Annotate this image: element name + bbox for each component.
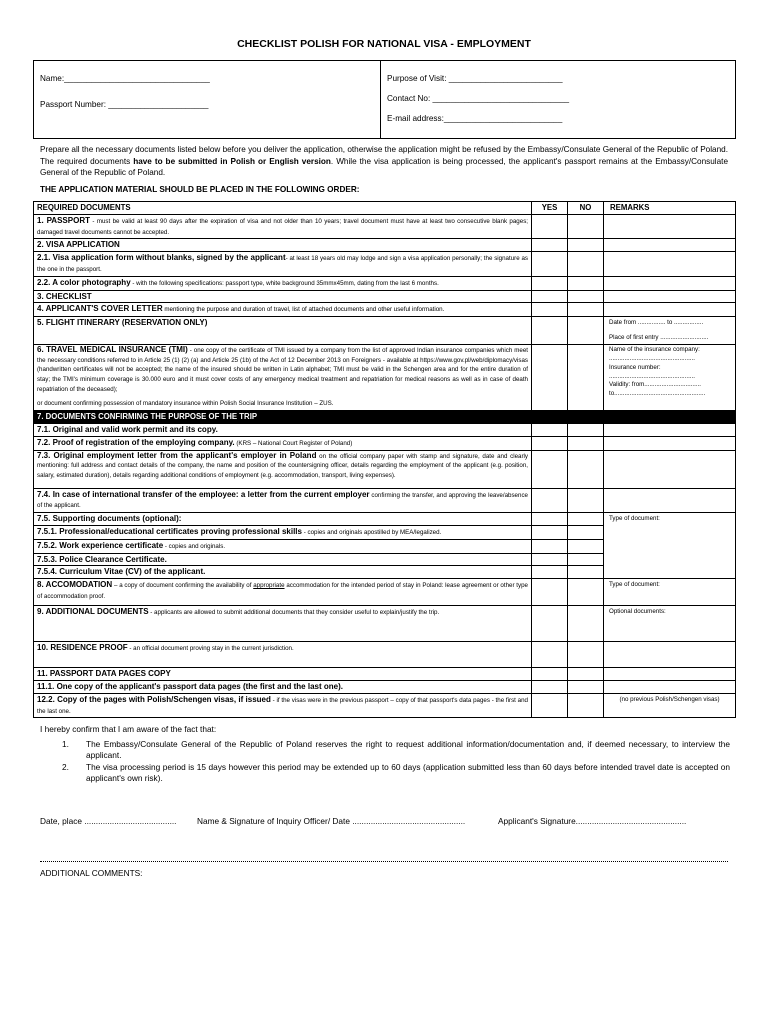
yes-checkbox[interactable] <box>532 553 568 566</box>
header-remarks: REMARKS <box>604 202 736 215</box>
row-professional-certificates: 7.5.1. Professional/educational certificates proving professional skills - copies and originals apostilled by MEA/legalized. <box>34 525 532 539</box>
row-company-registration: 7.2. Proof of registration of the employing company. (KRS – National Court Register of Poland) <box>34 436 532 450</box>
intro-paragraph: Prepare all the necessary documents listed below before you deliver the application, otherwise the application might be refused by the Embassy/Consulate General of the Republic of Poland. The required documents have to be submitted in Polish or English version. While the visa application is being processed, the applicant's passport remains at the Embassy/Consulate General of the Republic of Poland. <box>40 145 729 177</box>
row-residence-proof: 10. RESIDENCE PROOF - an official document proving stay in the current jurisdiction. <box>34 642 532 668</box>
row-passport: 1. PASSPORT - must be valid at least 90 days after the expiration of visa and not older than 10 years; travel document must have at least two consecutive blank pages; damaged travel documents cannot be accepted. <box>34 214 532 239</box>
no-checkbox[interactable] <box>568 239 604 252</box>
insurance-remarks <box>604 345 736 411</box>
type-of-document-label: Type of document: <box>609 581 660 589</box>
table-row <box>34 513 736 526</box>
no-checkbox[interactable] <box>568 303 604 317</box>
optional-documents-label: Optional documents: <box>609 608 666 616</box>
yes-checkbox[interactable] <box>532 488 568 513</box>
additional-remarks <box>604 606 736 642</box>
insurance-number-line[interactable]: .................................................. <box>609 372 695 380</box>
yes-checkbox[interactable] <box>532 423 568 436</box>
table-row <box>34 423 736 436</box>
insurance-number-label: Insurance number: <box>609 363 661 371</box>
remarks-cell <box>604 303 736 317</box>
remarks-cell <box>604 680 736 693</box>
row-police-clearance: 7.5.3. Police Clearance Certificate. <box>34 553 532 566</box>
flight-remarks <box>604 317 736 345</box>
yes-checkbox[interactable] <box>532 566 568 579</box>
no-checkbox[interactable] <box>568 450 604 488</box>
contact-number-field[interactable]: Contact No: ______________________________ <box>387 94 570 103</box>
table-row <box>34 345 736 411</box>
yes-checkbox[interactable] <box>532 693 568 718</box>
yes-checkbox[interactable] <box>532 513 568 526</box>
order-heading: THE APPLICATION MATERIAL SHOULD BE PLACED IN THE FOLLOWING ORDER: <box>40 185 360 194</box>
no-checkbox[interactable] <box>568 525 604 539</box>
no-checkbox[interactable] <box>568 642 604 668</box>
remarks-cell <box>604 668 736 681</box>
date-place-line[interactable]: Date, place ........................................ <box>40 816 177 826</box>
row-checklist: 3. CHECKLIST <box>34 290 532 303</box>
yes-checkbox[interactable] <box>532 345 568 411</box>
section-purpose-heading: 7. DOCUMENTS CONFIRMING THE PURPOSE OF THE TRIP <box>34 411 532 424</box>
list-item: 1. The Embassy/Consulate General of the Republic of Poland reserves the right to request additional information/documentation and, if deemed necessary, to interview the applicant. <box>62 738 730 760</box>
documents-checklist-table <box>33 201 736 718</box>
insurance-company-line[interactable]: .................................................. <box>609 354 695 362</box>
table-row <box>34 668 736 681</box>
validity-to-line[interactable]: to..................................................... <box>609 390 706 398</box>
table-row <box>34 680 736 693</box>
no-checkbox[interactable] <box>568 290 604 303</box>
insurance-company-label: Name of the insurance company: <box>609 346 700 354</box>
no-checkbox[interactable] <box>568 317 604 345</box>
yes-checkbox[interactable] <box>532 668 568 681</box>
yes-checkbox[interactable] <box>532 680 568 693</box>
confirmation-list <box>40 739 730 785</box>
yes-checkbox[interactable] <box>532 450 568 488</box>
yes-checkbox[interactable] <box>532 642 568 668</box>
row-transfer-letter: 7.4. In case of international transfer of the employee: a letter from the current employer confirming the transfer, and approving the leave/absence of the applicant. <box>34 488 532 513</box>
list-item: 2. The visa processing period is 15 days however this period may be extended up to 60 days (application submitted less than 60 days before intended travel date is accepted on applicant's own risk). <box>62 761 730 783</box>
row-work-permit: 7.1. Original and valid work permit and its copy. <box>34 423 532 436</box>
remarks-cell <box>604 239 736 252</box>
no-checkbox[interactable] <box>568 539 604 553</box>
no-checkbox[interactable] <box>568 668 604 681</box>
remarks-cell <box>604 214 736 239</box>
passport-number-field[interactable]: Passport Number: ______________________ <box>40 100 209 109</box>
no-checkbox[interactable] <box>568 579 604 606</box>
yes-checkbox[interactable] <box>532 317 568 345</box>
table-row <box>34 239 736 252</box>
row-visa-application: 2. VISA APPLICATION <box>34 239 532 252</box>
remarks-cell <box>604 423 736 436</box>
row-cover-letter: 4. APPLICANT'S COVER LETTER mentioning the purpose and duration of travel, list of attached documents and other useful information. <box>34 303 532 317</box>
yes-checkbox[interactable] <box>532 276 568 290</box>
row-visa-form: 2.1. Visa application form without blanks, signed by the applicant- at least 18 years old may lodge and sign a visa application personally; the signature as the one in the passport. <box>34 252 532 277</box>
row-visa-pages-copy: 12.2. Copy of the pages with Polish/Schengen visas, if issued - if the visas were in the previous passport – copy of that passport's data pages - the first and the last one. <box>34 693 532 718</box>
purpose-of-visit-field[interactable]: Purpose of Visit: _________________________ <box>387 74 563 83</box>
row-photography: 2.2. A color photography - with the following specifications: passport type, white background 35mmx45mm, dating from the last 6 months. <box>34 276 532 290</box>
officer-signature-line[interactable]: Name & Signature of Inquiry Officer/ Date ................................................. <box>197 816 466 826</box>
table-row <box>34 303 736 317</box>
yes-checkbox[interactable] <box>532 303 568 317</box>
row-accommodation: 8. ACCOMODATION – a copy of document confirming the availability of appropriate accommodation for the intended period of stay in Poland: lease agreement or other type of accommodation proof. <box>34 579 532 606</box>
remarks-cell <box>604 290 736 303</box>
no-checkbox[interactable] <box>568 252 604 277</box>
yes-checkbox[interactable] <box>532 579 568 606</box>
row-medical-insurance: 6. TRAVEL MEDICAL INSURANCE (TMI) - one copy of the certificate of TMI issued by a company from the list of approved Indian insurance companies which meet the necessary conditions referred to in Article 25 (1) (2) (a) and Article 25 (1b) of the Act of 12 December 2013 on Foreigners - available at https://www.gov.pl/web/diplomacy/visas (handwritten certificates will not be accepted; the name of the insured should be written in Latin alphabet; TMI must be valid in the Schengen area and for the entire duration of stay; the TMI's minimum coverage is 30.000 euro and it must cover costs of any emergency medical treatment and repatriation for medical reasons as well as in case of death repatriation of the deceased); or document confirming possession of mandatory insurance within Polish Social Insurance Institution – ZUS. <box>34 345 532 411</box>
yes-checkbox[interactable] <box>532 239 568 252</box>
yes-checkbox[interactable] <box>532 606 568 642</box>
remarks-cell <box>604 642 736 668</box>
no-checkbox[interactable] <box>568 345 604 411</box>
yes-checkbox[interactable] <box>532 214 568 239</box>
table-row <box>34 488 736 513</box>
table-row <box>34 276 736 290</box>
no-checkbox[interactable] <box>568 423 604 436</box>
table-row <box>34 693 736 718</box>
yes-checkbox[interactable] <box>532 539 568 553</box>
yes-checkbox[interactable] <box>532 525 568 539</box>
table-row <box>34 317 736 345</box>
no-previous-visas-note: (no previous Polish/Schengen visas) <box>604 693 736 718</box>
table-row <box>34 290 736 303</box>
applicant-info-box <box>33 60 736 139</box>
row-work-experience: 7.5.2. Work experience certificate - copies and originals. <box>34 539 532 553</box>
no-checkbox[interactable] <box>568 214 604 239</box>
no-checkbox[interactable] <box>568 513 604 526</box>
table-row <box>34 252 736 277</box>
row-passport-copy: 11.1. One copy of the applicant's passport data pages (the first and the last one). <box>34 680 532 693</box>
confirmation-section <box>40 724 730 785</box>
table-row <box>34 436 736 450</box>
row-additional-documents: 9. ADDITIONAL DOCUMENTS - applicants are allowed to submit additional documents that they consider useful to explain/justify the trip. <box>34 606 532 642</box>
no-checkbox[interactable] <box>568 436 604 450</box>
row-supporting-documents: 7.5. Supporting documents (optional): <box>34 513 532 526</box>
no-checkbox[interactable] <box>568 553 604 566</box>
no-checkbox[interactable] <box>568 276 604 290</box>
yes-checkbox[interactable] <box>532 436 568 450</box>
place-of-entry-line[interactable]: Place of first entry ............................ <box>609 333 709 341</box>
row-passport-data-pages: 11. PASSPORT DATA PAGES COPY <box>34 668 532 681</box>
row-curriculum-vitae: 7.5.4. Curriculum Vitae (CV) of the applicant. <box>34 566 532 579</box>
remarks-cell <box>604 488 736 513</box>
section-row <box>34 411 736 424</box>
comments-divider <box>40 861 728 862</box>
table-row <box>34 450 736 488</box>
no-checkbox[interactable] <box>568 606 604 642</box>
confirmation-lead: I hereby confirm that I am aware of the fact that: <box>40 724 217 734</box>
table-row <box>34 214 736 239</box>
remarks-cell <box>604 436 736 450</box>
table-row <box>34 606 736 642</box>
no-checkbox[interactable] <box>568 693 604 718</box>
additional-comments-label: ADDITIONAL COMMENTS: <box>40 868 143 878</box>
header-yes: YES <box>532 202 568 215</box>
yes-checkbox[interactable] <box>532 252 568 277</box>
date-range-line[interactable]: Date from ................ to ................. <box>609 319 704 327</box>
no-checkbox[interactable] <box>568 566 604 579</box>
table-header-row <box>34 202 736 215</box>
supporting-remarks <box>604 513 736 579</box>
type-of-document-label: Type of document: <box>609 515 660 523</box>
yes-checkbox[interactable] <box>532 290 568 303</box>
header-no: NO <box>568 202 604 215</box>
validity-from-line[interactable]: Validity: from................................. <box>609 381 702 389</box>
remarks-cell <box>604 252 736 277</box>
no-checkbox[interactable] <box>568 488 604 513</box>
page-title: CHECKLIST POLISH FOR NATIONAL VISA - EMPLOYMENT <box>237 38 531 50</box>
row-employment-letter: 7.3. Original employment letter from the applicant's employer in Poland on the official company paper with stamp and signature, date and clearly mentioning: full address and contact details of the company, the name and position of the countersigning officer, details regarding the employment of the applicant (e.g. position, salary, estimated duration), details regarding additional conditions of employment (e.g. accommodation, transport, living expenses). <box>34 450 532 488</box>
email-field[interactable]: E-mail address:__________________________ <box>387 114 563 123</box>
accommodation-remarks <box>604 579 736 606</box>
applicant-signature-line[interactable]: Applicant's Signature................................................ <box>498 816 687 826</box>
remarks-cell <box>604 450 736 488</box>
remarks-cell <box>604 276 736 290</box>
header-required: REQUIRED DOCUMENTS <box>34 202 532 215</box>
table-row <box>34 642 736 668</box>
no-checkbox[interactable] <box>568 680 604 693</box>
row-flight-itinerary: 5. FLIGHT ITINERARY (RESERVATION ONLY) <box>34 317 532 345</box>
table-row <box>34 579 736 606</box>
zus-note: or document confirming possession of mandatory insurance within Polish Social Insurance Institution – ZUS. <box>37 400 334 408</box>
name-field[interactable]: Name:________________________________ <box>40 74 210 83</box>
info-divider <box>380 61 381 138</box>
